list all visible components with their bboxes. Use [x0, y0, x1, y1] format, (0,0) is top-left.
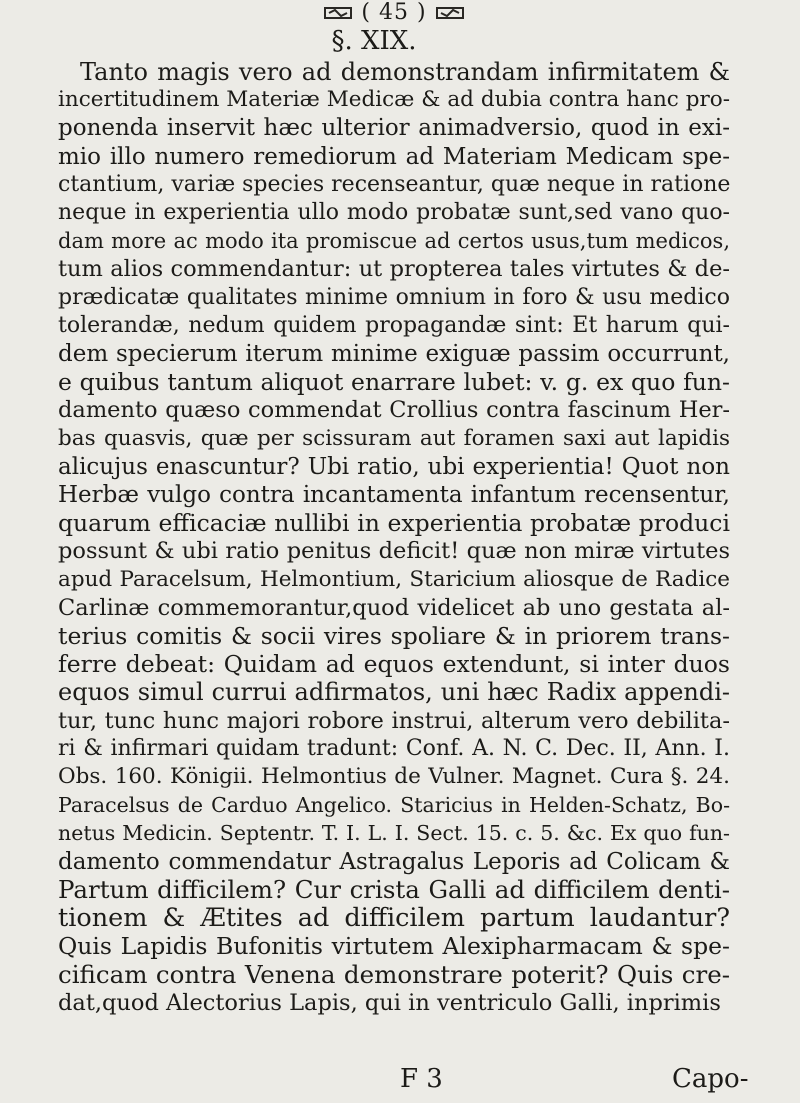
text-line: mio illo numero remediorum ad Materiam Medicam spe-: [58, 143, 730, 170]
text-line: incertitudinem Materiæ Medicæ & ad dubia contra hanc pro-: [58, 87, 730, 113]
text-line: Tanto magis vero ad demonstrandam infirmitatem &: [80, 58, 730, 86]
text-line: possunt & ubi ratio penitus deficit! quæ non miræ virtutes: [58, 538, 730, 565]
text-line: equos simul currui adfirmatos, uni hæc Radix appendi-: [58, 678, 730, 707]
text-line: prædicatæ qualitates minime omnium in foro & usu medico: [58, 284, 730, 310]
text-line: bas quasvis, quæ per scissuram aut foramen saxi aut lapidis: [58, 425, 730, 451]
text-line: Paracelsus de Carduo Angelico. Staricius in Helden-Schatz, Bo-: [58, 793, 730, 818]
running-header: [58, 0, 730, 26]
section-heading: §. XIX.: [331, 26, 417, 56]
text-line: ctantium, variæ species recenseantur, quæ neque in ratione: [58, 171, 731, 197]
text-line: terius comitis & socii vires spoliare & in priorem trans-: [58, 622, 730, 651]
text-line: netus Medicin. Septentr. T. I. L. I. Sect. 15. c. 5. &c. Ex quo fun-: [58, 821, 730, 846]
text-line: apud Paracelsum, Helmontium, Staricium aliosque de Radice: [58, 566, 730, 592]
text-line: e quibus tantum aliquot enarrare lubet: v. g. ex quo fun-: [58, 368, 730, 397]
text-line: damento quæso commendat Crollius contra fascinum Her-: [58, 397, 730, 424]
text-line: neque in experientia ullo modo probatæ sunt,sed vano quo-: [58, 200, 730, 226]
text-line: cificam contra Venena demonstrare poterit? Quis cre-: [58, 959, 730, 989]
text-line: alicujus enascuntur? Ubi ratio, ubi experientia! Quot non: [58, 453, 730, 480]
text-line: ponenda inservit hæc ulterior animadversio, quod in exi-: [58, 115, 730, 142]
text-line: tum alios commendantur: ut propterea tales virtutes & de-: [58, 256, 730, 283]
text-line: Quis Lapidis Bufonitis virtutem Alexipharmacam & spe-: [58, 932, 730, 961]
left-ornament-icon: [323, 5, 353, 21]
text-line: dat,quod Alectorius Lapis, qui in ventriculo Galli, inprimis: [58, 989, 721, 1016]
body-text: [58, 58, 730, 1017]
text-line: ri & infirmari quidam tradunt: Conf. A. N. C. Dec. II, Ann. I.: [58, 735, 730, 761]
text-line: dem specierum iterum minime exiguæ passim occurrunt,: [58, 341, 730, 368]
text-line: dam more ac modo ita promiscue ad certos usus,tum medicos,: [58, 229, 730, 254]
right-ornament-icon: [435, 5, 465, 21]
text-line: Obs. 160. Königii. Helmontius de Vulner. Magnet. Cura §. 24.: [58, 764, 730, 790]
text-line: Partum difficilem? Cur crista Galli ad difficilem denti-: [58, 874, 730, 904]
text-line: Carlinæ commemorantur,quod videlicet ab uno gestata al-: [58, 594, 730, 621]
page-footer: [0, 1064, 800, 1094]
text-line: tolerandæ, nedum quidem propagandæ sint: Et harum qui-: [58, 312, 730, 338]
text-line: damento commendatur Astragalus Leporis ad Colicam &: [58, 848, 730, 875]
text-line: tionem & Ætites ad difficilem partum laudantur?: [58, 903, 730, 934]
text-line: tur, tunc hunc majori robore instrui, alterum vero debilita-: [58, 707, 730, 734]
text-line: Herbæ vulgo contra incantamenta infantum recensentur,: [58, 482, 730, 509]
signature-mark: F 3: [400, 1064, 443, 1094]
text-line: quarum efficaciæ nullibi in experientia probatæ produci: [58, 509, 730, 538]
text-line: ferre debeat: Quidam ad equos extendunt, si inter duos: [58, 650, 730, 679]
page-number: ( 45 ): [361, 0, 427, 25]
catchword: Capo-: [672, 1064, 749, 1094]
